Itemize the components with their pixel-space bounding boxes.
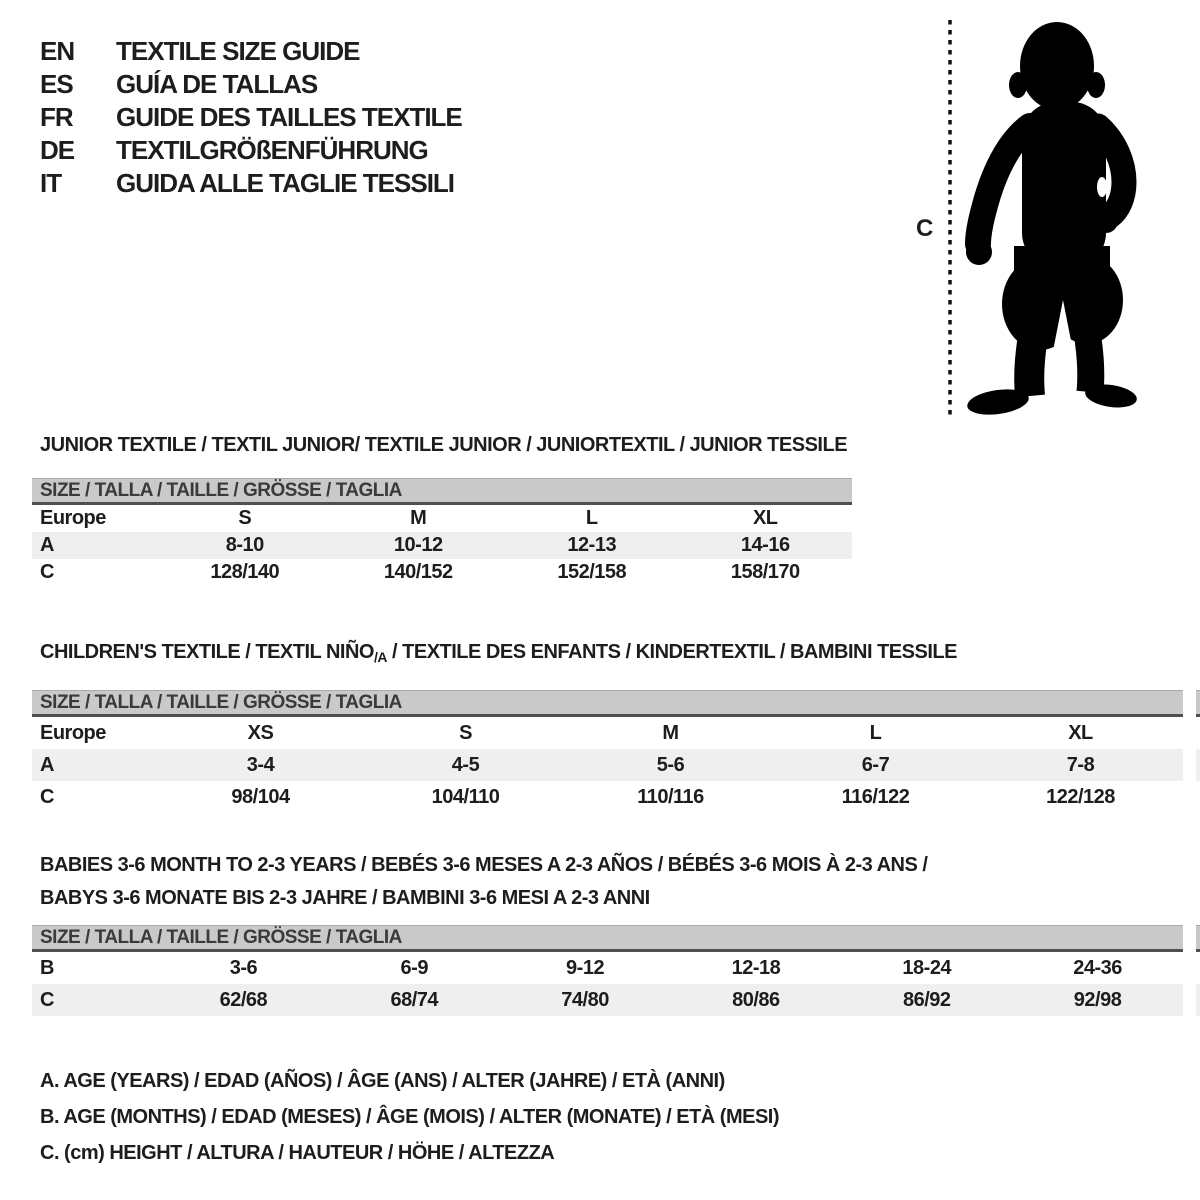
size-header-label: SIZE / TALLA / TAILLE / GRÖSSE / TAGLIA	[40, 479, 402, 501]
table-row-height	[32, 781, 1183, 813]
table-cell: 122/128	[1046, 785, 1115, 808]
column-header: M	[662, 721, 679, 744]
column-header: XL	[1068, 721, 1093, 744]
table-cell: 14-16	[740, 534, 790, 556]
table-cell: 86/92	[902, 988, 951, 1011]
legend-height: C. (cm) HEIGHT / ALTURA / HAUTEUR / HÖHE / ALTEZZA	[40, 1142, 555, 1164]
table-cell: 6-7	[861, 753, 890, 776]
babies-size-table	[32, 925, 1183, 1016]
table-edge-sliver	[1196, 925, 1200, 952]
language-code: ES	[40, 69, 73, 99]
table-row-age	[32, 532, 852, 559]
children-heading-text: CHILDREN'S TEXTILE / TEXTIL NIÑO	[40, 641, 374, 663]
table-cell: 68/74	[390, 988, 439, 1011]
column-header: Europe	[40, 507, 106, 529]
size-header-bar	[32, 690, 1183, 717]
table-cell: 98/104	[231, 785, 290, 808]
table-row-months	[32, 952, 1183, 984]
table-cell: 158/170	[730, 561, 800, 583]
languages-block	[40, 35, 462, 200]
table-header-row	[32, 717, 1183, 749]
language-code: EN	[40, 36, 75, 66]
row-label: A	[40, 534, 54, 556]
legend-age-months: B. AGE (MONTHS) / EDAD (MESES) / ÂGE (MOIS) / ALTER (MONATE) / ETÀ (MESI)	[40, 1106, 780, 1128]
table-row-height	[32, 984, 1183, 1016]
column-header: S	[459, 721, 472, 744]
babies-heading-line1: BABIES 3-6 MONTH TO 2-3 YEARS / BEBÉS 3-6 MESES A 2-3 AÑOS / BÉBÉS 3-6 MOIS À 2-3 ANS /	[40, 854, 928, 876]
language-title: GUÍA DE TALLAS	[116, 69, 318, 99]
row-label: C	[40, 988, 54, 1011]
table-cell: 104/110	[431, 785, 500, 808]
table-cell: 3-4	[246, 753, 275, 776]
language-title: TEXTILGRÖßENFÜHRUNG	[116, 135, 428, 165]
table-cell: 5-6	[656, 753, 685, 776]
column-header: XS	[247, 721, 274, 744]
table-cell: 24-36	[1073, 956, 1122, 979]
table-cell: 12-18	[731, 956, 781, 979]
table-cell: 116/122	[841, 785, 910, 808]
baby-silhouette	[966, 22, 1139, 418]
table-cell: 62/68	[219, 988, 268, 1011]
junior-size-table	[32, 478, 852, 586]
language-row	[40, 68, 462, 101]
language-row	[40, 101, 462, 134]
table-cell: 152/158	[557, 561, 627, 583]
column-header: XL	[752, 507, 778, 529]
table-edge-sliver	[1196, 749, 1200, 781]
children-heading-subscript: /A	[373, 649, 387, 665]
table-cell: 8-10	[225, 534, 264, 556]
table-cell: 110/116	[637, 785, 704, 808]
row-label: C	[40, 561, 54, 583]
language-title: GUIDA ALLE TAGLIE TESSILI	[116, 168, 455, 198]
row-label: C	[40, 785, 54, 808]
table-cell: 92/98	[1073, 988, 1122, 1011]
language-code: FR	[40, 102, 73, 132]
size-header-bar	[32, 478, 852, 505]
children-section-heading	[40, 641, 957, 665]
babies-heading-line2: BABYS 3-6 MONATE BIS 2-3 JAHRE / BAMBINI 3-6 MESI A 2-3 ANNI	[40, 887, 650, 909]
height-label: C	[916, 215, 934, 242]
row-label: B	[40, 956, 54, 979]
column-header: S	[238, 507, 252, 529]
table-cell: 80/86	[732, 988, 780, 1011]
table-cell: 74/80	[561, 988, 609, 1011]
babies-section-heading	[40, 849, 927, 915]
language-code: IT	[40, 168, 62, 198]
table-cell: 128/140	[210, 561, 280, 583]
junior-section-heading: JUNIOR TEXTILE / TEXTIL JUNIOR/ TEXTILE JUNIOR / JUNIORTEXTIL / JUNIOR TESSILE	[40, 434, 848, 456]
table-cell: 10-12	[393, 534, 443, 556]
language-row	[40, 134, 462, 167]
table-cell: 4-5	[451, 753, 480, 776]
size-header-label: SIZE / TALLA / TAILLE / GRÖSSE / TAGLIA	[40, 926, 402, 948]
language-code: DE	[40, 135, 75, 165]
table-cell: 12-13	[567, 534, 617, 556]
column-header: L	[585, 507, 598, 529]
table-cell: 7-8	[1066, 753, 1095, 776]
children-heading-text: / TEXTILE DES ENFANTS / KINDERTEXTIL / BAMBINI TESSILE	[386, 641, 957, 663]
column-header: M	[410, 507, 427, 529]
column-header: L	[869, 721, 882, 744]
language-title: GUIDE DES TAILLES TEXTILE	[116, 102, 462, 132]
table-edge-sliver	[1196, 984, 1200, 1016]
table-row-age	[32, 749, 1183, 781]
table-header-row	[32, 505, 852, 532]
children-size-table	[32, 690, 1183, 813]
table-cell: 6-9	[400, 956, 428, 979]
table-cell: 140/152	[383, 561, 453, 583]
column-header: Europe	[40, 721, 106, 744]
size-figure	[948, 14, 1148, 420]
language-row	[40, 167, 462, 200]
table-cell: 9-12	[566, 956, 605, 979]
language-title: TEXTILE SIZE GUIDE	[116, 36, 360, 66]
legend-age-years: A. AGE (YEARS) / EDAD (AÑOS) / ÂGE (ANS) / ALTER (JAHRE) / ETÀ (ANNI)	[40, 1070, 725, 1092]
table-cell: 3-6	[229, 956, 258, 979]
size-header-label: SIZE / TALLA / TAILLE / GRÖSSE / TAGLIA	[40, 691, 402, 713]
size-header-bar	[32, 925, 1183, 952]
table-cell: 18-24	[902, 956, 952, 979]
table-edge-sliver	[1196, 690, 1200, 717]
table-row-height	[32, 559, 852, 586]
row-label: A	[40, 753, 54, 776]
language-row	[40, 35, 462, 68]
